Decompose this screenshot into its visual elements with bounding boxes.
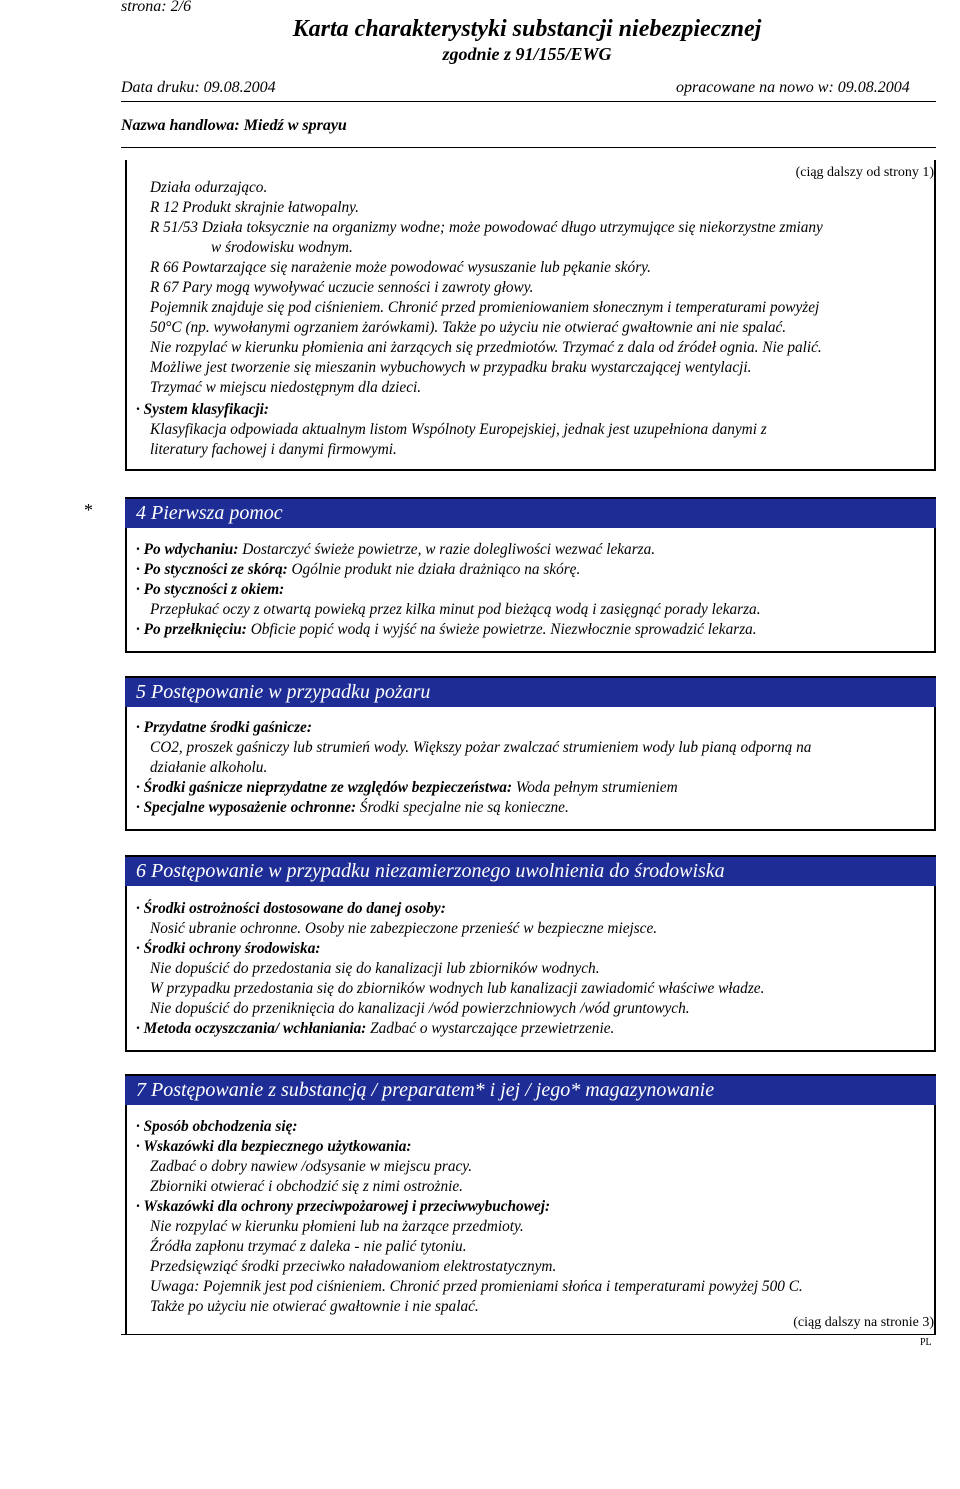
header-divider	[121, 101, 936, 102]
hazard-line: Trzymać w miejscu niedostępnym dla dzieci.	[150, 379, 422, 396]
document-title: Karta charakterystyki substancji niebezpiecznej	[292, 16, 762, 42]
list-item: Zadbać o dobry nawiew /odsysanie w miejscu pracy.	[150, 1158, 473, 1175]
list-item: · Po styczności ze skórą: Ogólnie produkt nie działa drażniąco na skórę.	[136, 561, 581, 578]
list-item: · Sposób obchodzenia się:	[136, 1118, 298, 1135]
section4-title: 4 Pierwsza pomoc	[136, 502, 283, 524]
list-item: Zbiorniki otwierać i obchodzić się z nimi ostrożnie.	[150, 1178, 464, 1195]
hazard-line: Pojemnik znajduje się pod ciśnieniem. Chronić przed promieniowaniem słonecznym i temperaturami powyżej	[150, 299, 820, 316]
section7-header	[125, 1076, 936, 1105]
list-item: Przedsięwziąć środki przeciwko naładowaniom elektrostatycznym.	[150, 1258, 557, 1275]
footer-divider	[121, 1334, 936, 1335]
classification-text: Klasyfikacja odpowiada aktualnym listom Wspólnoty Europejskiej, jednak jest uzupełniona danymi z	[150, 421, 767, 438]
trade-name: Nazwa handlowa: Miedź w sprayu	[121, 117, 347, 134]
list-item: · Przydatne środki gaśnicze:	[136, 719, 312, 736]
list-item: Nie dopuścić do przedostania się do kanalizacji lub zbiorników wodnych.	[150, 960, 600, 977]
section7-title: 7 Postępowanie z substancją / preparatem* i jej / jego* magazynowanie	[136, 1079, 715, 1101]
revision-date: opracowane na nowo w: 09.08.2004	[676, 79, 910, 96]
list-item: · Środki ostrożności dostosowane do danej osoby:	[136, 900, 446, 917]
section4-header	[125, 499, 936, 528]
language-code: PL	[920, 1337, 932, 1348]
list-item: Przepłukać oczy z otwartą powieką przez kilka minut pod bieżącą wodą i zasięgnąć porady lekarza.	[150, 601, 761, 618]
list-item: Źródła zapłonu trzymać z daleka - nie palić tytoniu.	[150, 1238, 467, 1255]
revision-marker: *	[84, 500, 93, 520]
list-item: · Po styczności z okiem:	[136, 581, 285, 598]
list-item: Nie rozpylać w kierunku płomieni lub na żarzące przedmioty.	[150, 1218, 524, 1235]
list-item: W przypadku przedostania się do zbiorników wodnych lub kanalizacji zawiadomić właściwe władze.	[150, 980, 765, 997]
list-item: CO2, proszek gaśniczy lub strumień wody. Większy pożar zwalczać strumieniem wody lub pianą odporną na	[150, 739, 812, 756]
list-item: · Po wdychaniu: Dostarczyć świeże powietrze, w razie dolegliwości wezwać lekarza.	[136, 541, 656, 558]
hazard-line: w środowisku wodnym.	[211, 239, 353, 256]
list-item: · Środki ochrony środowiska:	[136, 940, 321, 957]
hazard-line: Nie rozpylać w kierunku płomienia ani żarzących się przedmiotów. Trzymać z dala od źródeł ognia. Nie palić.	[150, 339, 822, 356]
print-date: Data druku: 09.08.2004	[121, 79, 276, 96]
hazard-line: 50°C (np. wywołanymi ogrzaniem żarówkami). Także po użyciu nie otwierać gwałtownie ani nie spalać.	[150, 319, 787, 336]
section5-header	[125, 678, 936, 707]
continued-to-note: (ciąg dalszy na stronie 3)	[793, 1315, 934, 1330]
list-item: · Specjalne wyposażenie ochronne: Środki specjalne nie są konieczne.	[136, 799, 569, 816]
page-number: strona: 2/6	[121, 0, 192, 15]
trade-divider	[121, 147, 936, 148]
list-item: · Środki gaśnicze nieprzydatne ze względów bezpieczeństwa: Woda pełnym strumieniem	[136, 779, 678, 796]
hazard-line: R 67 Pary mogą wywoływać uczucie senności i zawroty głowy.	[150, 279, 534, 296]
list-item: Nosić ubranie ochronne. Osoby nie zabezpieczone przenieść w bezpieczne miejsce.	[150, 920, 658, 937]
list-item: · Wskazówki dla ochrony przeciwpożarowej i przeciwwybuchowej:	[136, 1198, 551, 1215]
list-item: Uwaga: Pojemnik jest pod ciśnieniem. Chronić przed promieniami słońca i temperaturami powyżej 500 C.	[150, 1278, 803, 1295]
hazard-line: Możliwe jest tworzenie się mieszanin wybuchowych w przypadku braku wystarczającej wentylacji.	[150, 359, 752, 376]
list-item: Także po użyciu nie otwierać gwałtownie i nie spalać.	[150, 1298, 479, 1315]
list-item: · Wskazówki dla bezpiecznego użytkowania:	[136, 1138, 412, 1155]
hazard-line: R 12 Produkt skrajnie łatwopalny.	[150, 199, 359, 216]
section5-title: 5 Postępowanie w przypadku pożaru	[136, 681, 431, 703]
document-subtitle: zgodnie z 91/155/EWG	[442, 44, 612, 64]
section6-title: 6 Postępowanie w przypadku niezamierzonego uwolnienia do środowiska	[136, 860, 725, 882]
list-item: · Metoda oczyszczania/ wchłaniania: Zadbać o wystarczające przewietrzenie.	[136, 1020, 615, 1037]
hazard-line: R 66 Powtarzające się narażenie może powodować wysuszanie lub pękanie skóry.	[150, 259, 651, 276]
continued-from-note: (ciąg dalszy od strony 1)	[795, 165, 934, 180]
classification-label: · System klasyfikacji:	[136, 401, 269, 418]
hazard-line: R 51/53 Działa toksycznie na organizmy wodne; może powodować długo utrzymujące się niekorzystne zmiany	[150, 219, 823, 236]
list-item: działanie alkoholu.	[150, 759, 268, 776]
section6-header	[125, 857, 936, 886]
list-item: · Po przełknięciu: Obficie popić wodą i wyjść na świeże powietrze. Niezwłocznie sprowadzić lekarza.	[136, 621, 757, 638]
classification-text: literatury fachowej i danymi firmowymi.	[150, 441, 397, 458]
hazard-line: Działa odurzająco.	[150, 179, 268, 196]
list-item: Nie dopuścić do przeniknięcia do kanalizacji /wód powierzchniowych /wód gruntowych.	[150, 1000, 690, 1017]
